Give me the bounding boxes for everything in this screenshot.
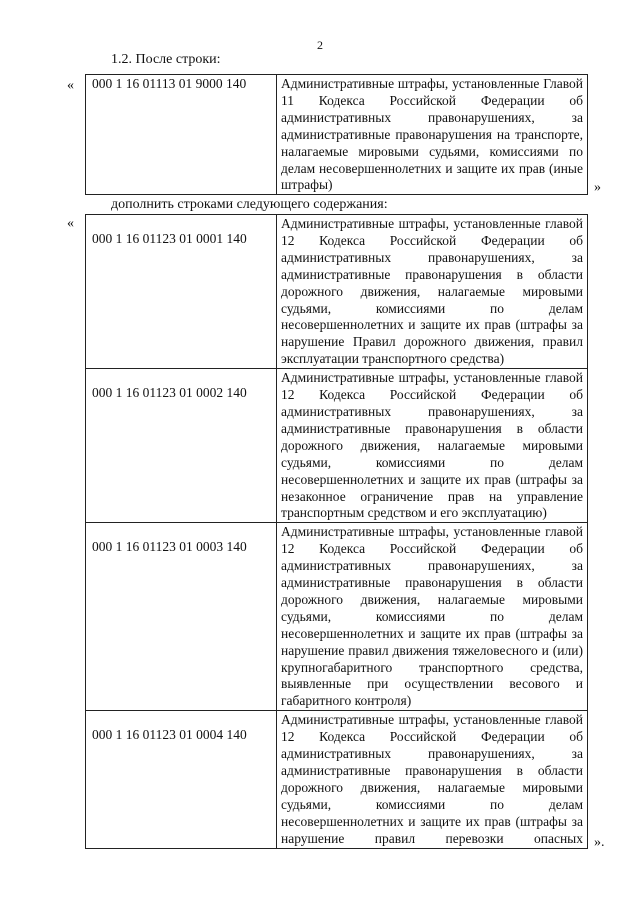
table-row — [86, 523, 588, 711]
description-cell: Административные штрафы, установленные главой 12 Кодекса Российской Федерации об административных правонарушениях, за административные правонарушения в области дорожного движения, налагаемые мировыми судьями, комиссиями по делам несовершеннолетних и защите их прав (штрафы за незаконное ограничение прав на управление транспортным средством и его эксплуатацию) — [277, 369, 588, 523]
budget-code-cell — [86, 75, 277, 195]
page-number: 2 — [317, 38, 323, 52]
close-quote-2: ». — [594, 835, 605, 850]
continuation-paragraph: дополнить строками следующего содержания: — [111, 197, 388, 212]
budget-code: 000 1 16 01123 01 0001 140 — [92, 231, 247, 246]
budget-code-cell — [86, 215, 277, 369]
budget-code: 000 1 16 01123 01 0003 140 — [92, 539, 247, 555]
table-row — [86, 215, 588, 369]
description-cell: Административные штрафы, установленные главой 12 Кодекса Российской Федерации об административных правонарушениях, за административные правонарушения в области дорожного движения, налагаемые мировыми судьями, комиссиями по делам несовершеннолетних и защите их прав (штрафы за нарушение правил движения тяжеловесного и (или) крупногабаритного транспортного средства, выявленные при осуществлении весового и габаритного контроля) — [277, 523, 588, 711]
budget-code: 000 1 16 01123 01 0004 140 — [92, 727, 247, 743]
table-row — [86, 75, 588, 195]
budget-code-cell — [86, 711, 277, 848]
description-cell: Административные штрафы, установленные главой 12 Кодекса Российской Федерации об административных правонарушениях, за административные правонарушения в области дорожного движения, налагаемые мировыми судьями, комиссиями по делам несовершеннолетних и защите их прав (штрафы за нарушение Правил дорожного движения, правил эксплуатации транспортного средства) — [277, 215, 588, 369]
description-cell: Административные штрафы, установленные главой 12 Кодекса Российской Федерации об административных правонарушениях, за административные правонарушения в области дорожного движения, налагаемые мировыми судьями, комиссиями по делам несовершеннолетних и защите их прав (штрафы за нарушение правил перевозки опасных — [277, 711, 588, 848]
budget-code: 000 1 16 01123 01 0002 140 — [92, 385, 247, 401]
budget-code-cell — [86, 523, 277, 711]
table-added-rows — [85, 214, 588, 849]
table-original-row — [85, 74, 588, 195]
table-row — [86, 711, 588, 848]
intro-paragraph: 1.2. После строки: — [111, 52, 221, 67]
budget-code-cell — [86, 369, 277, 523]
open-quote-1: « — [67, 78, 74, 93]
close-quote-1: » — [594, 180, 601, 195]
description-cell: Административные штрафы, установленные Главой 11 Кодекса Российской Федерации об административных правонарушениях, за административные правонарушения на транспорте, налагаемые мировыми судьями, комиссиями по делам несовершеннолетних и защите их прав (иные штрафы) — [277, 75, 588, 195]
table-row — [86, 369, 588, 523]
open-quote-2: « — [67, 216, 74, 231]
budget-code: 000 1 16 01113 01 9000 140 — [92, 76, 247, 91]
